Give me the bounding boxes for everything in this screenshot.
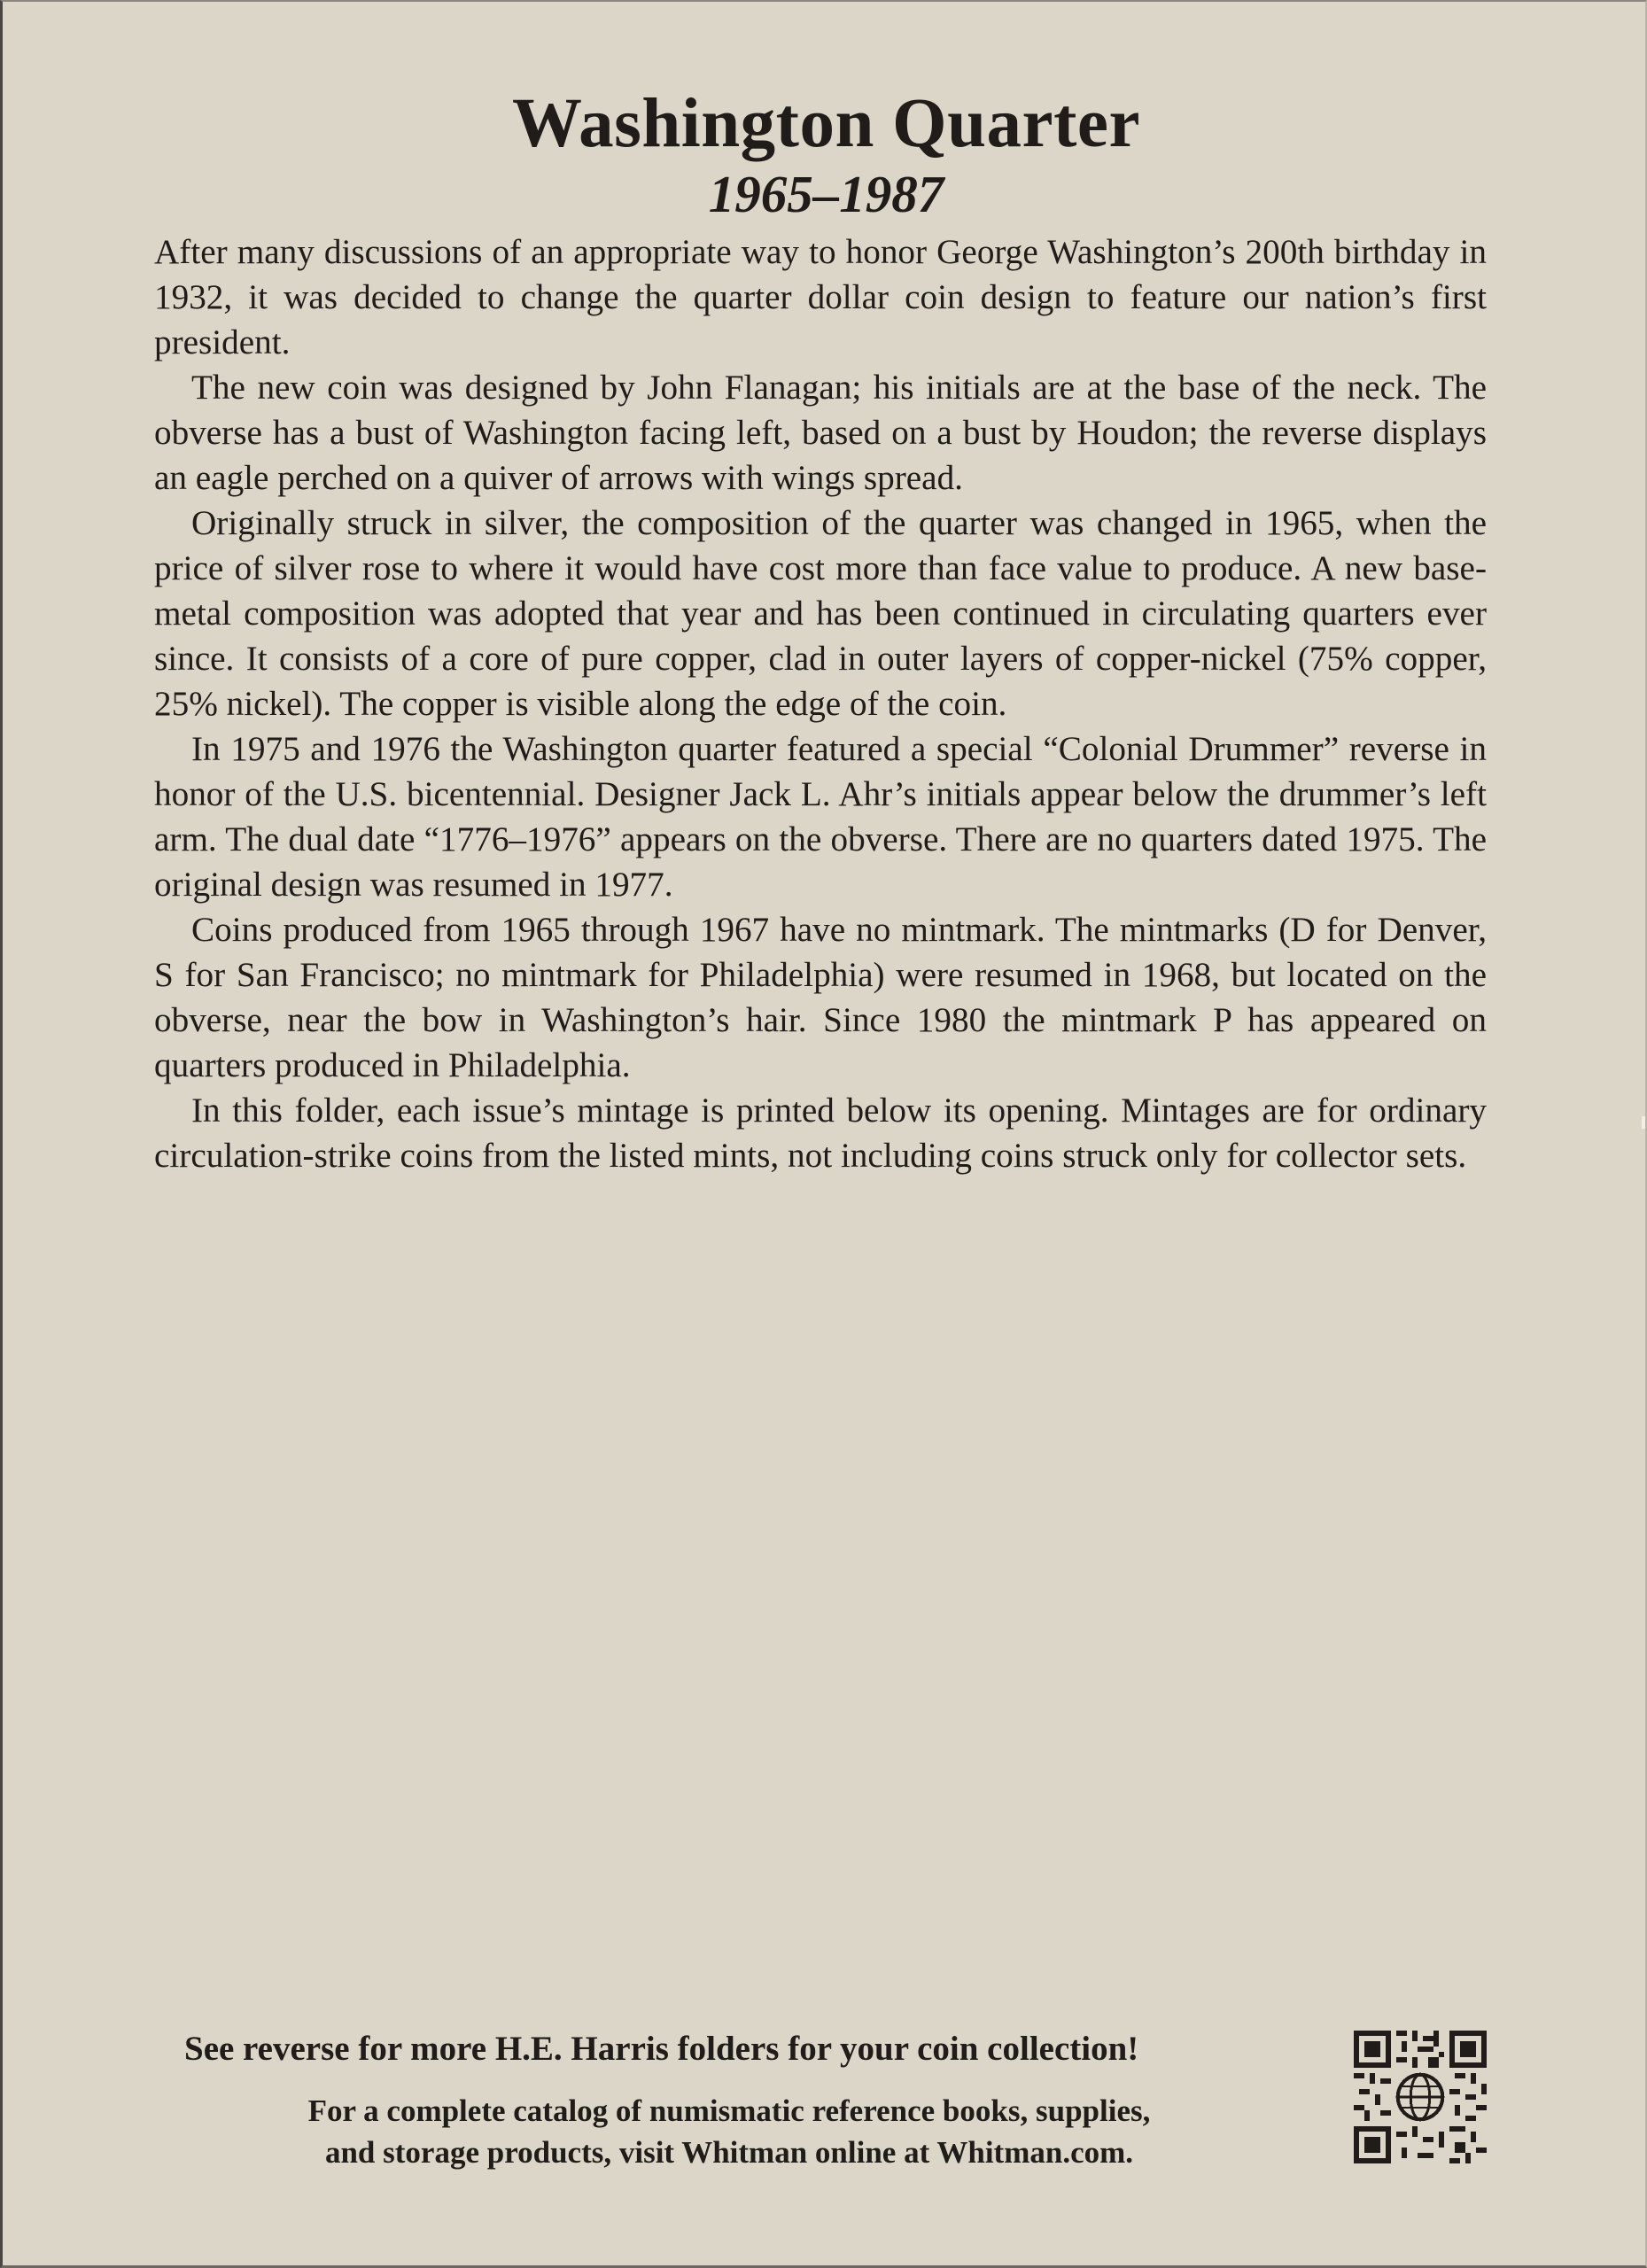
footer-catalog-note <box>220 2090 1239 2173</box>
page-subtitle-years: 1965–1987 <box>708 165 944 223</box>
paragraph-mintmarks: Coins produced from 1965 through 1967 have no mintmark. The mintmarks (D for Denver, S for San Francisco; no mintmark for Philadelphia) were resumed in 1968, but located on the obverse, near the bow in Washington’s hair. Since 1980 the mintmark P has appeared on quarters produced in Philadelphia. <box>154 911 1487 1084</box>
paragraph-bicentennial: In 1975 and 1976 the Washington quarter featured a special “Colonial Drummer” reverse in honor of the U.S. bicentennial. Designer Jack L. Ahr’s initials appear below the drummer’s left arm. The dual date “1776–1976” appears on the obverse. There are no quarters dated 1975. The original design was resumed in 1977. <box>154 730 1487 904</box>
qr-code-icon[interactable] <box>1354 2031 1487 2163</box>
footer-promo: See reverse for more H.E. Harris folders for your coin collection! <box>184 2030 1139 2068</box>
footer-catalog-line: and storage products, visit Whitman online at Whitman.com. <box>324 2135 1134 2170</box>
paragraph-mintages: In this folder, each issue’s mintage is printed below its opening. Mintages are for ordinary circulation-strike coins from the listed mints, not including coins struck only for collector sets. <box>154 1091 1487 1175</box>
paragraph-design: The new coin was designed by John Flanagan; his initials are at the base of the neck. The obverse has a bust of Washington facing left, based on a bust by Houdon; the reverse displays an eagle perched on a quiver of arrows with wings spread. <box>154 369 1487 497</box>
paragraph-history: After many discussions of an appropriate way to honor George Washington’s 200th birthday in 1932, it was decided to change the quarter dollar coin design to feature our nation’s first president. <box>154 233 1487 361</box>
page-title: Washington Quarter <box>511 85 1141 162</box>
paragraph-composition: Originally struck in silver, the composition of the quarter was changed in 1965, when the price of silver rose to where it would have cost more than face value to produce. A new base-metal composition was adopted that year and has been continued in circulating quarters ever since. It consists of a core of pure copper, clad in outer layers of copper-nickel (75% copper, 25% nickel). The copper is visible along the edge of the coin. <box>154 504 1487 723</box>
footer-catalog-line: For a complete catalog of numismatic reference books, supplies, <box>307 2093 1151 2128</box>
edge-mark <box>1642 1116 1645 1129</box>
body-text <box>154 229 1487 1178</box>
